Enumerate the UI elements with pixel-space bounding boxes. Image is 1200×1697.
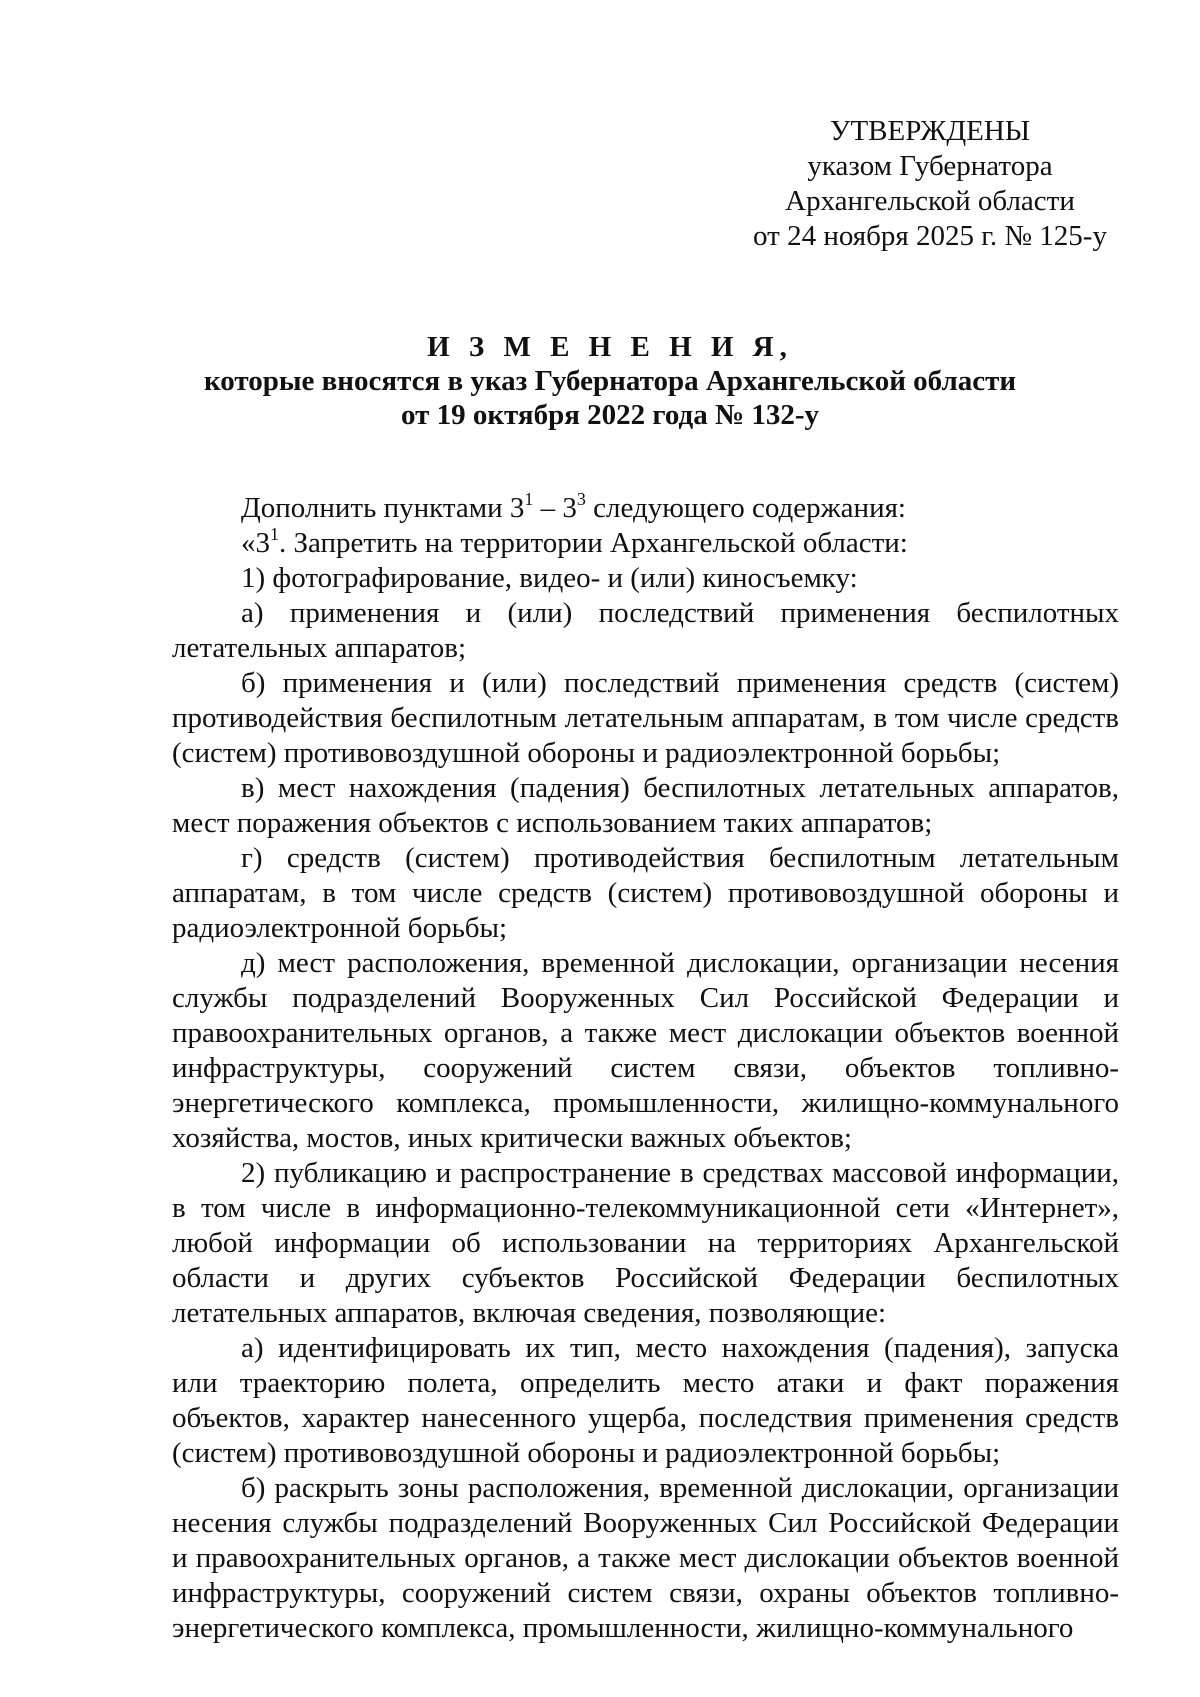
paragraph-2b: б) раскрыть зоны расположения, временной дислокации, организации несения службы подразделений Вооруженных Сил Российской Федерации и правоохранительных органов, а также мест дислокации объектов военной инфраструктуры, сооружений систем связи, охраны объектов топливно-энергетического комплекса, промышленности, жилищно-коммунального <box>172 1472 1119 1644</box>
item-3-1-sup: 1 <box>270 524 279 544</box>
item-3-1-prefix: «3 <box>241 527 270 559</box>
document-subtitle: которые вносятся в указ Губернатора Архангельской области <box>203 365 1017 397</box>
item-3-1-paragraph <box>172 526 1119 561</box>
document-body <box>172 491 1119 1646</box>
paragraph-2: 2) публикацию и распространение в средствах массовой информации, в том числе в информационно-телекоммуникационной сети «Интернет», любой информации об использовании на территориях Архангельской области и других субъектов Российской Федерации беспилотных летательных аппаратов, включая сведения, позволяющие: <box>172 1157 1119 1329</box>
intro-sup-b: 3 <box>576 489 586 509</box>
document-heading <box>160 330 1060 432</box>
document-reference: от 19 октября 2022 года № 132-у <box>400 399 820 431</box>
approval-title: УТВЕРЖДЕНЫ <box>829 115 1031 147</box>
intro-sup-a: 1 <box>524 489 534 509</box>
intro-text-b: – 3 <box>533 492 577 524</box>
approval-region: Архангельской области <box>785 185 1075 217</box>
paragraph-1g: г) средств (систем) противодействия беспилотным летательным аппаратам, в том числе средств (систем) противовоздушной обороны и радиоэлектронной борьбы; <box>172 842 1119 944</box>
intro-text-c: следующего содержания: <box>585 492 906 524</box>
intro-paragraph <box>172 491 1119 526</box>
intro-text-a: Дополнить пунктами 3 <box>241 492 525 524</box>
approval-authority: указом Губернатора <box>807 150 1053 182</box>
item-3-1-text: . Запретить на территории Архангельской области: <box>279 527 908 559</box>
document-title: И З М Е Н Е Н И Я, <box>427 331 793 363</box>
paragraph-1a: а) применения и (или) последствий применения беспилотных летательных аппаратов; <box>172 597 1119 664</box>
paragraph-1v: в) мест нахождения (падения) беспилотных летательных аппаратов, мест поражения объектов с использованием таких аппаратов; <box>172 772 1119 839</box>
approval-date: от 24 ноября 2025 г. № 125-у <box>753 220 1107 252</box>
paragraph-1d: д) мест расположения, временной дислокации, организации несения службы подразделений Вооруженных Сил Российской Федерации и правоохранительных органов, а также мест дислокации объектов военной инфраструктуры, сооружений систем связи, объектов топливно-энергетического комплекса, промышленности, жилищно-коммунального хозяйства, мостов, иных критически важных объектов; <box>172 947 1119 1154</box>
paragraph-1: 1) фотографирование, видео- и (или) киносъемку: <box>241 562 858 594</box>
approval-stamp <box>740 114 1120 254</box>
paragraph-1b: б) применения и (или) последствий применения средств (систем) противодействия беспилотным летательным аппаратам, в том числе средств (систем) противовоздушной обороны и радиоэлектронной борьбы; <box>172 667 1119 769</box>
paragraph-2a: а) идентифицировать их тип, место нахождения (падения), запуска или траекторию полета, определить место атаки и факт поражения объектов, характер нанесенного ущерба, последствия применения средств (систем) противовоздушной обороны и радиоэлектронной борьбы; <box>172 1332 1119 1469</box>
